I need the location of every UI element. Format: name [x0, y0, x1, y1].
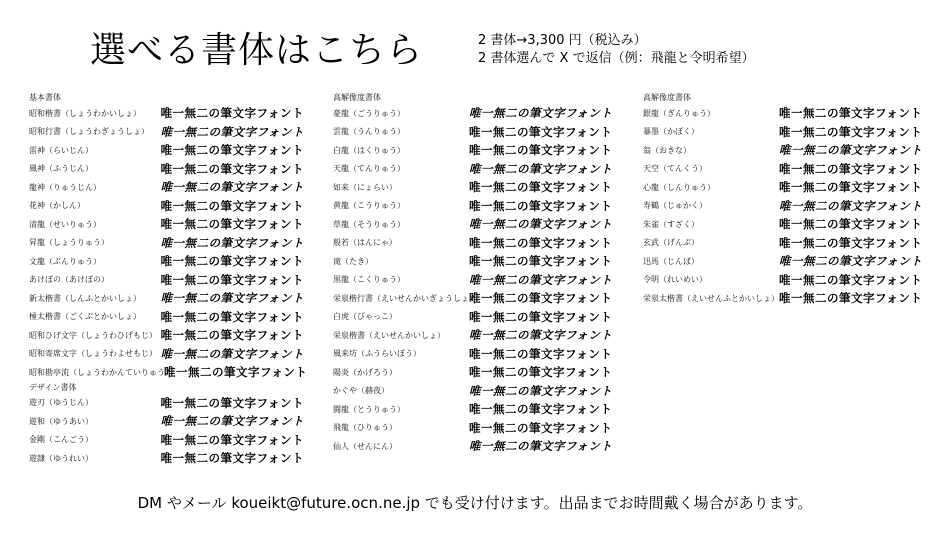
font-name: 栄泉楷行書（えいせんかいぎょうしょ）: [333, 293, 477, 303]
font-row: [643, 271, 933, 290]
font-row: [333, 382, 613, 401]
price-info: [478, 32, 755, 68]
font-row: [333, 326, 613, 345]
font-row: [333, 141, 613, 160]
font-column-2: [333, 92, 613, 456]
font-name: 風来坊（ふうらいぼう）: [333, 349, 421, 359]
font-name: 朱雀（すざく）: [643, 219, 699, 229]
font-sample: 唯一無二の筆文字フォント: [160, 414, 304, 429]
font-sample: 唯一無二の筆文字フォント: [469, 365, 613, 380]
font-sample: 唯一無二の筆文字フォント: [779, 106, 923, 121]
font-row: [333, 271, 613, 290]
font-sample: 唯一無二の筆文字フォント: [160, 291, 304, 306]
font-column-1: [29, 92, 308, 468]
font-sample: 唯一無二の筆文字フォント: [160, 143, 304, 158]
font-row: [29, 178, 304, 197]
font-row: [643, 289, 933, 308]
font-row: [29, 412, 304, 431]
font-row: [643, 252, 933, 271]
font-row: [29, 197, 304, 216]
font-name: 清龍（せいりゅう）: [29, 219, 101, 229]
font-sample: 唯一無二の筆文字フォント: [469, 439, 613, 454]
font-row: [643, 234, 933, 253]
font-name: 豪龍（ごうりゅう）: [333, 108, 405, 118]
font-sample: 唯一無二の筆文字フォント: [469, 106, 613, 121]
font-sample: 唯一無二の筆文字フォント: [469, 217, 613, 232]
font-sample: 唯一無二の筆文字フォント: [779, 161, 923, 176]
font-sample: 唯一無二の筆文字フォント: [779, 235, 923, 250]
font-row: [643, 215, 933, 234]
font-row: [333, 104, 613, 123]
section-heading: デザイン書体: [29, 382, 77, 392]
font-name: 黒龍（こくりゅう）: [333, 275, 405, 285]
font-row: [333, 345, 613, 364]
font-sample: 唯一無二の筆文字フォント: [469, 402, 613, 417]
font-name: 銀龍（ぎんりゅう）: [643, 108, 715, 118]
font-name: あけぼの（あけぼの）: [29, 275, 109, 285]
font-sample: 唯一無二の筆文字フォント: [779, 124, 923, 139]
page-title: 選べる書体はこちら: [90, 30, 424, 71]
price-line-2: 2 書体選んで X で返信（例：飛龍と令明希望）: [478, 51, 755, 66]
font-sample: 唯一無二の筆文字フォント: [160, 217, 304, 232]
font-name: 花神（かしん）: [29, 201, 85, 211]
font-sample: 唯一無二の筆文字フォント: [779, 180, 923, 195]
font-name: 風神（ふうじん）: [29, 164, 93, 174]
font-name: 昭和ひげ文字（しょうわひげもじ）: [29, 330, 157, 340]
font-row: [333, 363, 613, 382]
font-name: 迅馬（じんば）: [643, 256, 699, 266]
font-sample: 唯一無二の筆文字フォント: [469, 346, 613, 361]
font-row: [333, 123, 613, 142]
font-row: [333, 215, 613, 234]
font-sample: 唯一無二の筆文字フォント: [160, 272, 304, 287]
font-name: 昭和勘亭流（しょうわかんていりゅう）: [29, 367, 173, 377]
font-name: 如来（にょらい）: [333, 182, 397, 192]
font-sample: 唯一無二の筆文字フォント: [160, 432, 304, 447]
font-row: [643, 160, 933, 179]
font-name: 栄泉楷書（えいせんかいしょ）: [333, 330, 445, 340]
font-row: [29, 363, 308, 382]
font-name: 栄泉太楷書（えいせんふとかいしょ）: [643, 293, 779, 303]
font-row: [333, 419, 613, 438]
font-sample: 唯一無二の筆文字フォント: [469, 235, 613, 250]
font-sample: 唯一無二の筆文字フォント: [160, 180, 304, 195]
font-sample: 唯一無二の筆文字フォント: [469, 198, 613, 213]
font-name: 白虎（びゃっこ）: [333, 312, 397, 322]
font-sample: 唯一無二の筆文字フォント: [779, 143, 923, 158]
font-sample: 唯一無二の筆文字フォント: [469, 383, 613, 398]
font-sample: 唯一無二の筆文字フォント: [469, 124, 613, 139]
font-sample: 唯一無二の筆文字フォント: [469, 291, 613, 306]
font-sample: 唯一無二の筆文字フォント: [779, 291, 923, 306]
font-sample: 唯一無二の筆文字フォント: [160, 235, 304, 250]
font-row: [29, 141, 304, 160]
font-name: 金剛（こんごう）: [29, 435, 93, 445]
font-row: [29, 271, 304, 290]
font-name: 文龍（ぶんりゅう）: [29, 256, 101, 266]
font-row: [333, 178, 613, 197]
font-sample: 唯一無二の筆文字フォント: [469, 272, 613, 287]
font-sample: 唯一無二の筆文字フォント: [160, 198, 304, 213]
font-name: 暴墨（かぼく）: [643, 127, 699, 137]
font-row: [333, 197, 613, 216]
font-name: 遊隷（ゆうれい）: [29, 453, 93, 463]
font-sample: 唯一無二の筆文字フォント: [779, 254, 923, 269]
font-name: 昭和寄席文字（しょうわよせもじ）: [29, 349, 157, 359]
font-row: [333, 308, 613, 327]
font-sample: 唯一無二の筆文字フォント: [160, 328, 304, 343]
section-heading: 高解像度書体: [333, 93, 381, 102]
font-sample: 唯一無二の筆文字フォント: [469, 254, 613, 269]
font-name: 極太楷書（ごくぶとかいしょ）: [29, 312, 141, 322]
font-row: [29, 104, 304, 123]
font-name: 玄武（げんぶ）: [643, 238, 699, 248]
font-name: 雷神（らいじん）: [29, 145, 93, 155]
font-row: [333, 160, 613, 179]
font-name: 遊和（ゆうあい）: [29, 416, 93, 426]
font-row: [29, 326, 304, 345]
font-sample: 唯一無二の筆文字フォント: [160, 451, 304, 466]
font-sample: 唯一無二の筆文字フォント: [164, 365, 308, 380]
font-row: [29, 345, 304, 364]
font-row: [29, 215, 304, 234]
font-row: [29, 394, 304, 413]
footer-note: DM やメール koueikt@future.ocn.ne.jp でも受け付けます。出品までお時間戴く場合があります。: [137, 494, 813, 512]
font-name: 寿鶴（じゅかく）: [643, 201, 707, 211]
font-name: 般若（はんにゃ）: [333, 238, 397, 248]
font-sample: 唯一無二の筆文字フォント: [160, 346, 304, 361]
font-name: 白龍（はくりゅう）: [333, 145, 405, 155]
font-row: [29, 449, 304, 468]
font-name: 遊刃（ゆうじん）: [29, 398, 93, 408]
font-sample: 唯一無二の筆文字フォント: [469, 143, 613, 158]
font-name: 黄龍（こうりゅう）: [333, 201, 405, 211]
font-row: [29, 123, 304, 142]
font-sample: 唯一無二の筆文字フォント: [779, 272, 923, 287]
font-name: 仙人（せんにん）: [333, 441, 397, 451]
font-row: [29, 252, 304, 271]
font-row: [643, 141, 933, 160]
font-row: [333, 289, 613, 308]
font-row: [643, 178, 933, 197]
font-row: [333, 234, 613, 253]
font-name: 陽炎（かげろう）: [333, 367, 397, 377]
font-name: 新太楷書（しんふとかいしょ）: [29, 293, 141, 303]
font-row: [333, 437, 613, 456]
font-row: [29, 289, 304, 308]
font-name: 闘龍（とうりゅう）: [333, 404, 405, 414]
font-column-3: [643, 92, 933, 308]
font-sample: 唯一無二の筆文字フォント: [469, 180, 613, 195]
font-name: かぐや（赫夜）: [333, 386, 389, 396]
font-name: 龍神（りゅうじん）: [29, 182, 101, 192]
font-sample: 唯一無二の筆文字フォント: [779, 217, 923, 232]
font-name: 雲龍（うんりゅう）: [333, 127, 405, 137]
font-row: [643, 123, 933, 142]
font-name: 飛龍（ひりゅう）: [333, 423, 397, 433]
section-heading: 基本書体: [29, 93, 61, 102]
font-sample: 唯一無二の筆文字フォント: [160, 124, 304, 139]
font-name: 滝（たき）: [333, 256, 373, 266]
section-heading: 高解像度書体: [643, 93, 691, 102]
font-sample: 唯一無二の筆文字フォント: [469, 328, 613, 343]
font-name: 昭和楷書（しょうわかいしょ）: [29, 108, 141, 118]
font-name: 昇龍（しょうりゅう）: [29, 238, 109, 248]
font-name: 心龍（しんりゅう）: [643, 182, 715, 192]
font-row: [643, 197, 933, 216]
font-name: 令明（れいめい）: [643, 275, 707, 285]
font-row: [29, 234, 304, 253]
font-sample: 唯一無二の筆文字フォント: [469, 309, 613, 324]
font-row: [29, 160, 304, 179]
font-sample: 唯一無二の筆文字フォント: [160, 161, 304, 176]
font-sample: 唯一無二の筆文字フォント: [779, 198, 923, 213]
font-sample: 唯一無二の筆文字フォント: [469, 420, 613, 435]
font-row: [29, 308, 304, 327]
font-row: [333, 252, 613, 271]
price-line-1: 2 書体→3,300 円（税込み）: [478, 33, 647, 48]
font-name: 翁（おきな）: [643, 145, 691, 155]
font-sample: 唯一無二の筆文字フォント: [160, 254, 304, 269]
font-row: [29, 431, 304, 450]
font-row: [333, 400, 613, 419]
font-sample: 唯一無二の筆文字フォント: [160, 395, 304, 410]
font-name: 天空（てんくう）: [643, 164, 707, 174]
font-name: 昭和行書（しょうわぎょうしょ）: [29, 127, 149, 137]
font-sample: 唯一無二の筆文字フォント: [469, 161, 613, 176]
font-name: 天龍（てんりゅう）: [333, 164, 405, 174]
font-sample: 唯一無二の筆文字フォント: [160, 106, 304, 121]
font-sample: 唯一無二の筆文字フォント: [160, 309, 304, 324]
font-name: 草龍（そうりゅう）: [333, 219, 405, 229]
font-row: [643, 104, 933, 123]
